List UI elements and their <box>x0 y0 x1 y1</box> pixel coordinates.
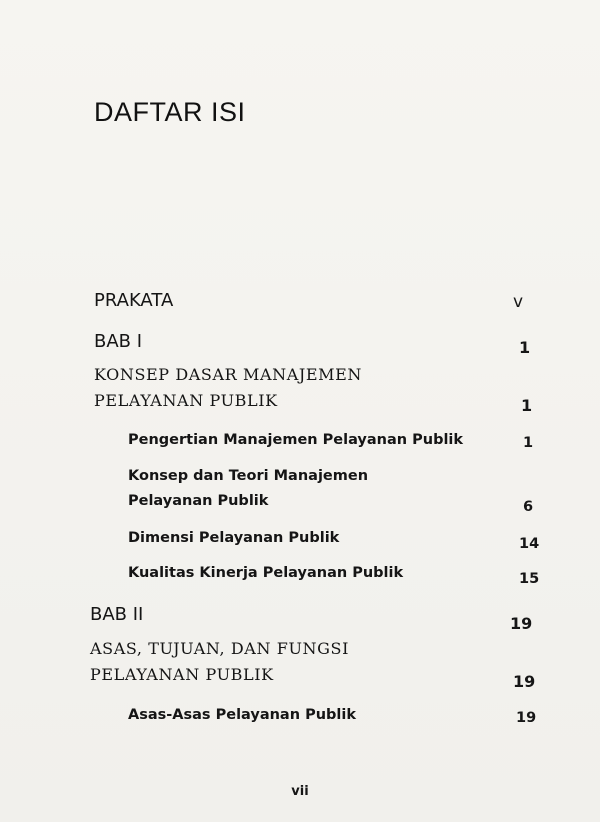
toc-page-bab-1: 1 <box>519 338 531 357</box>
toc-entry-konsep-teori-line-1: Konsep dan Teori Manajemen <box>128 468 369 484</box>
toc-page-dimensi: 14 <box>519 536 540 552</box>
toc-page-prakata: v <box>513 292 524 312</box>
page-number: vii <box>291 784 309 799</box>
toc-entry-chapter-1-line-2: PELAYANAN PUBLIK <box>94 391 278 410</box>
toc-entry-chapter-1-line-1: KONSEP DASAR MANAJEMEN <box>94 365 363 384</box>
toc-entry-bab-1: BAB I <box>94 331 143 352</box>
toc-page-bab-2: 19 <box>510 614 533 633</box>
toc-page-chapter-1: 1 <box>521 396 533 415</box>
toc-entry-konsep-teori-line-2: Pelayanan Publik <box>128 493 269 509</box>
toc-entry-dimensi: Dimensi Pelayanan Publik <box>128 530 340 546</box>
toc-entry-bab-2: BAB II <box>90 604 144 625</box>
toc-entry-prakata: PRAKATA <box>94 290 174 311</box>
toc-entry-pengertian: Pengertian Manajemen Pelayanan Publik <box>128 432 464 448</box>
page-title: DAFTAR ISI <box>94 97 246 127</box>
toc-entry-chapter-2-line-2: PELAYANAN PUBLIK <box>90 665 274 684</box>
toc-page-konsep-teori: 6 <box>523 499 534 515</box>
toc-page-kualitas: 15 <box>519 571 540 587</box>
toc-entry-chapter-2-line-1: ASAS, TUJUAN, DAN FUNGSI <box>90 639 349 658</box>
toc-entry-kualitas: Kualitas Kinerja Pelayanan Publik <box>128 565 404 581</box>
toc-page-chapter-2: 19 <box>513 672 536 691</box>
toc-page-asas-asas: 19 <box>516 710 537 726</box>
toc-entry-asas-asas: Asas-Asas Pelayanan Publik <box>128 707 356 723</box>
toc-page-pengertian: 1 <box>523 435 534 451</box>
